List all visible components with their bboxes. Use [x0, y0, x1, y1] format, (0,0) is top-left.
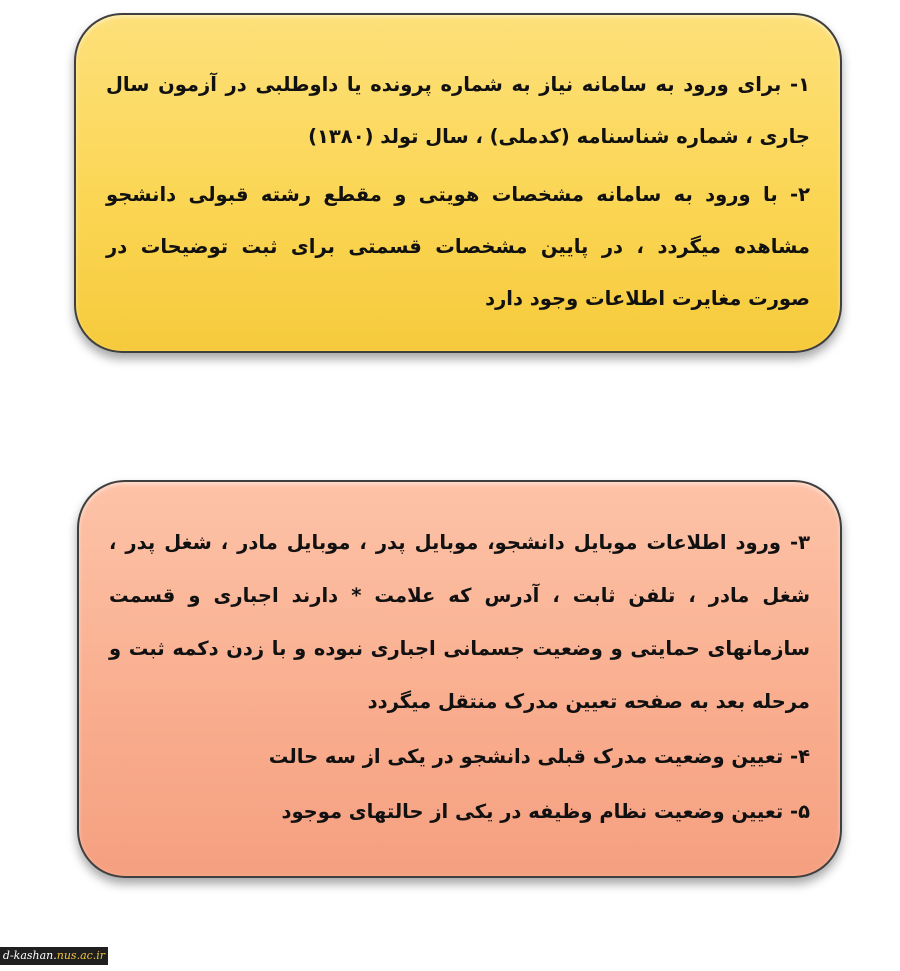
- step-4-text: ۴- تعیین وضعیت مدرک قبلی دانشجو در یکی از سه حالت: [268, 745, 810, 768]
- footer-domain: nus.ac.ir: [56, 949, 106, 962]
- step-1-text: ۱- برای ورود به سامانه نیاز به شماره پرونده یا داوطلبی در آزمون سال جاری ، شماره شناسنامه (کدملی) ، سال تولد (۱۳۸۰): [106, 73, 810, 148]
- footer-watermark: [0, 947, 108, 965]
- step-3-text: ۳- ورود اطلاعات موبایل دانشجو، موبایل پدر ، موبایل مادر ، شغل پدر ، شغل مادر ، تلفن ثابت ، آدرس که علامت * دارند اجباری و قسمت سازمانهای حمایتی و وضعیت جسمانی اجباری نبوده و با زدن دکمه ثبت و مرحله بعد به صفحه تعیین مدرک منتقل میگردد: [109, 531, 810, 713]
- info-box-steps: [77, 480, 842, 878]
- info-box-login: [74, 13, 842, 353]
- step-5-text: ۵- تعیین وضعیت نظام وظیفه در یکی از حالتهای موجود: [281, 800, 810, 823]
- step-2-text: ۲- با ورود به سامانه مشخصات هویتی و مقطع رشته قبولی دانشجو مشاهده میگردد ، در پایین مشخصات قسمتی برای ثبت توضیحات در صورت مغایرت اطلاعات وجود دارد: [106, 183, 810, 310]
- footer-prefix: d-kashan.: [2, 949, 57, 962]
